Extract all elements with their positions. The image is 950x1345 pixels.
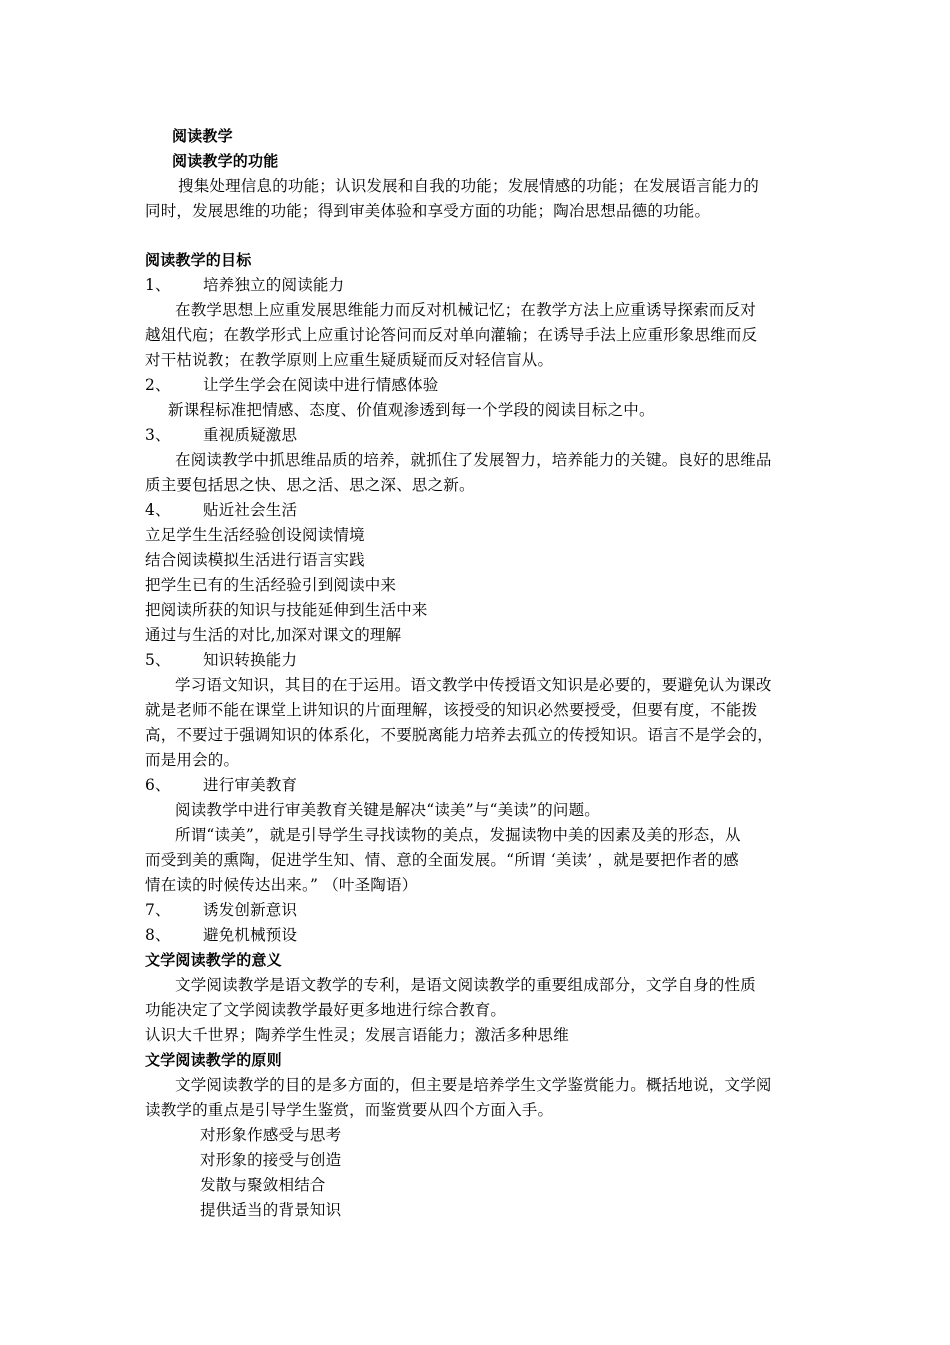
paragraph-line: 对干枯说教；在教学原则上应重生疑质疑而反对轻信盲从。 <box>145 351 554 369</box>
paragraph-line: 而是用会的。 <box>145 751 240 769</box>
paragraph-line: 功能决定了文学阅读教学最好更多地进行综合教育。 <box>145 1001 507 1019</box>
list-item: 提供适当的背景知识 <box>200 1201 342 1219</box>
goal-number: 5、 <box>145 651 171 669</box>
paragraph-line: 质主要包括思之快、思之活、思之深、思之新。 <box>145 476 475 494</box>
goal-number: 7、 <box>145 901 171 919</box>
paragraph-line: 文学阅读教学的目的是多方面的，但主要是培养学生文学鉴赏能力。概括地说，文学阅 <box>175 1076 772 1094</box>
goal-title: 进行审美教育 <box>203 776 298 794</box>
paragraph-line: 阅读教学中进行审美教育关键是解决“读美”与“美读”的问题。 <box>175 801 600 819</box>
list-item: 对形象的接受与创造 <box>200 1151 342 1169</box>
paragraph-line: 新课程标准把情感、态度、价值观渗透到每一个学段的阅读目标之中。 <box>168 401 655 419</box>
list-item: 发散与聚敛相结合 <box>200 1176 326 1194</box>
paragraph-line: 高，不要过于强调知识的体系化，不要脱离能力培养去孤立的传授知识。语言不是学会的， <box>145 726 774 744</box>
goal-5-heading <box>145 648 297 673</box>
section-heading-goals: 阅读教学的目标 <box>145 251 252 269</box>
section-heading-significance: 文学阅读教学的意义 <box>145 951 282 969</box>
goal-title: 知识转换能力 <box>203 651 298 669</box>
goal-8-heading <box>145 923 297 948</box>
paragraph-line: 就是老师不能在课堂上讲知识的片面理解，该授受的知识必然要授受，但要有度，不能拨 <box>145 701 758 719</box>
goal-number: 6、 <box>145 776 171 794</box>
paragraph-line: 所谓“读美”，就是引导学生寻找读物的美点，发掘读物中美的因素及美的形态，从 <box>175 826 741 844</box>
goal-7-heading <box>145 898 297 923</box>
paragraph-line: 搜集处理信息的功能；认识发展和自我的功能；发展情感的功能；在发展语言能力的 <box>178 177 759 195</box>
section-heading-principles: 文学阅读教学的原则 <box>145 1051 282 1069</box>
list-item: 结合阅读模拟生活进行语言实践 <box>145 551 365 569</box>
goal-number: 2、 <box>145 376 171 394</box>
paragraph-line: 在教学思想上应重发展思维能力而反对机械记忆；在教学方法上应重诱导探索而反对 <box>175 301 756 319</box>
goal-number: 8、 <box>145 926 171 944</box>
paragraph-line: 而受到美的熏陶，促进学生知、情、意的全面发展。“所谓 ‘美读’ ，就是要把作者的感 <box>145 851 739 869</box>
goal-1-heading <box>145 273 344 298</box>
goal-title: 贴近社会生活 <box>203 501 298 519</box>
paragraph-line: 在阅读教学中抓思维品质的培养，就抓住了发展智力，培养能力的关键。良好的思维品 <box>175 451 772 469</box>
list-item: 把学生已有的生活经验引到阅读中来 <box>145 576 397 594</box>
section-heading-function: 阅读教学的功能 <box>172 152 279 170</box>
list-item: 把阅读所获的知识与技能延伸到生活中来 <box>145 601 428 619</box>
list-item: 通过与生活的对比,加深对课文的理解 <box>145 626 402 644</box>
list-item: 立足学生生活经验创设阅读情境 <box>145 526 365 544</box>
goal-number: 3、 <box>145 426 171 444</box>
paragraph-line: 文学阅读教学是语文教学的专利，是语文阅读教学的重要组成部分，文学自身的性质 <box>175 976 756 994</box>
goal-title: 避免机械预设 <box>203 926 298 944</box>
goal-title: 让学生学会在阅读中进行情感体验 <box>203 376 439 394</box>
document-title: 阅读教学 <box>172 127 233 145</box>
goal-number: 4、 <box>145 501 171 519</box>
goal-number: 1、 <box>145 276 171 294</box>
goal-3-heading <box>145 423 297 448</box>
paragraph-line: 同时，发展思维的功能；得到审美体验和享受方面的功能；陶冶思想品德的功能。 <box>145 202 711 220</box>
goal-2-heading <box>145 373 439 398</box>
paragraph-line: 越俎代庖；在教学形式上应重讨论答问而反对单向灌输；在诱导手法上应重形象思维而反 <box>145 326 758 344</box>
paragraph-line: 读教学的重点是引导学生鉴赏，而鉴赏要从四个方面入手。 <box>145 1101 554 1119</box>
goal-title: 培养独立的阅读能力 <box>203 276 345 294</box>
paragraph-line: 情在读的时候传达出来。” （叶圣陶语） <box>145 876 418 894</box>
goal-title: 重视质疑激思 <box>203 426 298 444</box>
paragraph-line: 认识大千世界；陶养学生性灵；发展言语能力；激活多种思维 <box>145 1026 569 1044</box>
goal-6-heading <box>145 773 297 798</box>
goal-4-heading <box>145 498 297 523</box>
goal-title: 诱发创新意识 <box>203 901 298 919</box>
paragraph-line: 学习语文知识，其目的在于运用。语文教学中传授语文知识是必要的，要避免认为课改 <box>175 676 772 694</box>
list-item: 对形象作感受与思考 <box>200 1126 342 1144</box>
